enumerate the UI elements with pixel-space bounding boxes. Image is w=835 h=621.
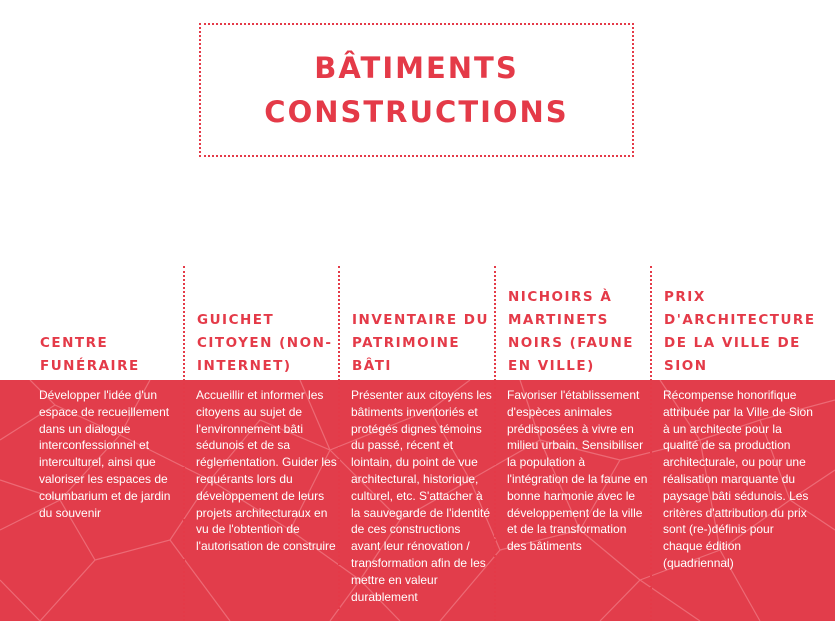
title-line-2: CONSTRUCTIONS	[264, 95, 569, 129]
column-body: Récompense honorifique attribuée par la Ville de Sion à un architecte pour la qualité de sa production architecturale, ou pour une réalisation marquante du paysage bâti sédunois. Les critères d'attribution du prix sont (re-)définis pour chaque édition (quadriennal)	[663, 388, 813, 570]
column-body: Accueillir et informer les citoyens au sujet de l'environnement bâti sédunois et de sa réglementation. Guider les requérants lors du développement de leurs projets architecturaux en vu de l'obtention de l'autorisation de construire	[196, 388, 337, 554]
column-centre-funeraire	[28, 266, 184, 621]
column-body: Développer l'idée d'un espace de recueillement dans un dialogue interconfessionnel et interculturel, ainsi que valoriser les espaces de columbarium et de jardin du souvenir	[39, 388, 171, 520]
column-heading: PRIX D'ARCHITECTURE DE LA VILLE DE SION	[664, 289, 816, 374]
column-heading: GUICHET CITOYEN (NON-INTERNET)	[197, 312, 333, 374]
column-body: Présenter aux citoyens les bâtiments inventoriés et protégés dignes témoins du passé, récent et lointain, du point de vue architectural, historique, culturel, etc. S'attacher à la sauvegarde de l'identité de ces constructions avant leur rénovation / transformation afin de les mettre en valeur durablement	[351, 388, 492, 604]
column-nichoirs-martinets	[494, 266, 651, 621]
title-line-1: BÂTIMENTS	[314, 51, 519, 85]
column-heading: INVENTAIRE DU PATRIMOINE BÂTI	[352, 312, 489, 374]
column-prix-architecture	[650, 266, 815, 621]
title-box	[199, 23, 634, 157]
column-guichet-citoyen	[183, 266, 339, 621]
column-heading: NICHOIRS À MARTINETS NOIRS (FAUNE EN VILLE)	[508, 289, 634, 374]
column-heading: CENTRE FUNÉRAIRE	[40, 335, 140, 374]
column-body: Favoriser l'établissement d'espèces animales prédisposées à vivre en milieu urbain. Sensibiliser la population à l'intégration de la faune en bonne harmonie avec le développement de la ville et de la transformation des bâtiments	[507, 388, 648, 554]
column-inventaire-patrimoine	[338, 266, 495, 621]
